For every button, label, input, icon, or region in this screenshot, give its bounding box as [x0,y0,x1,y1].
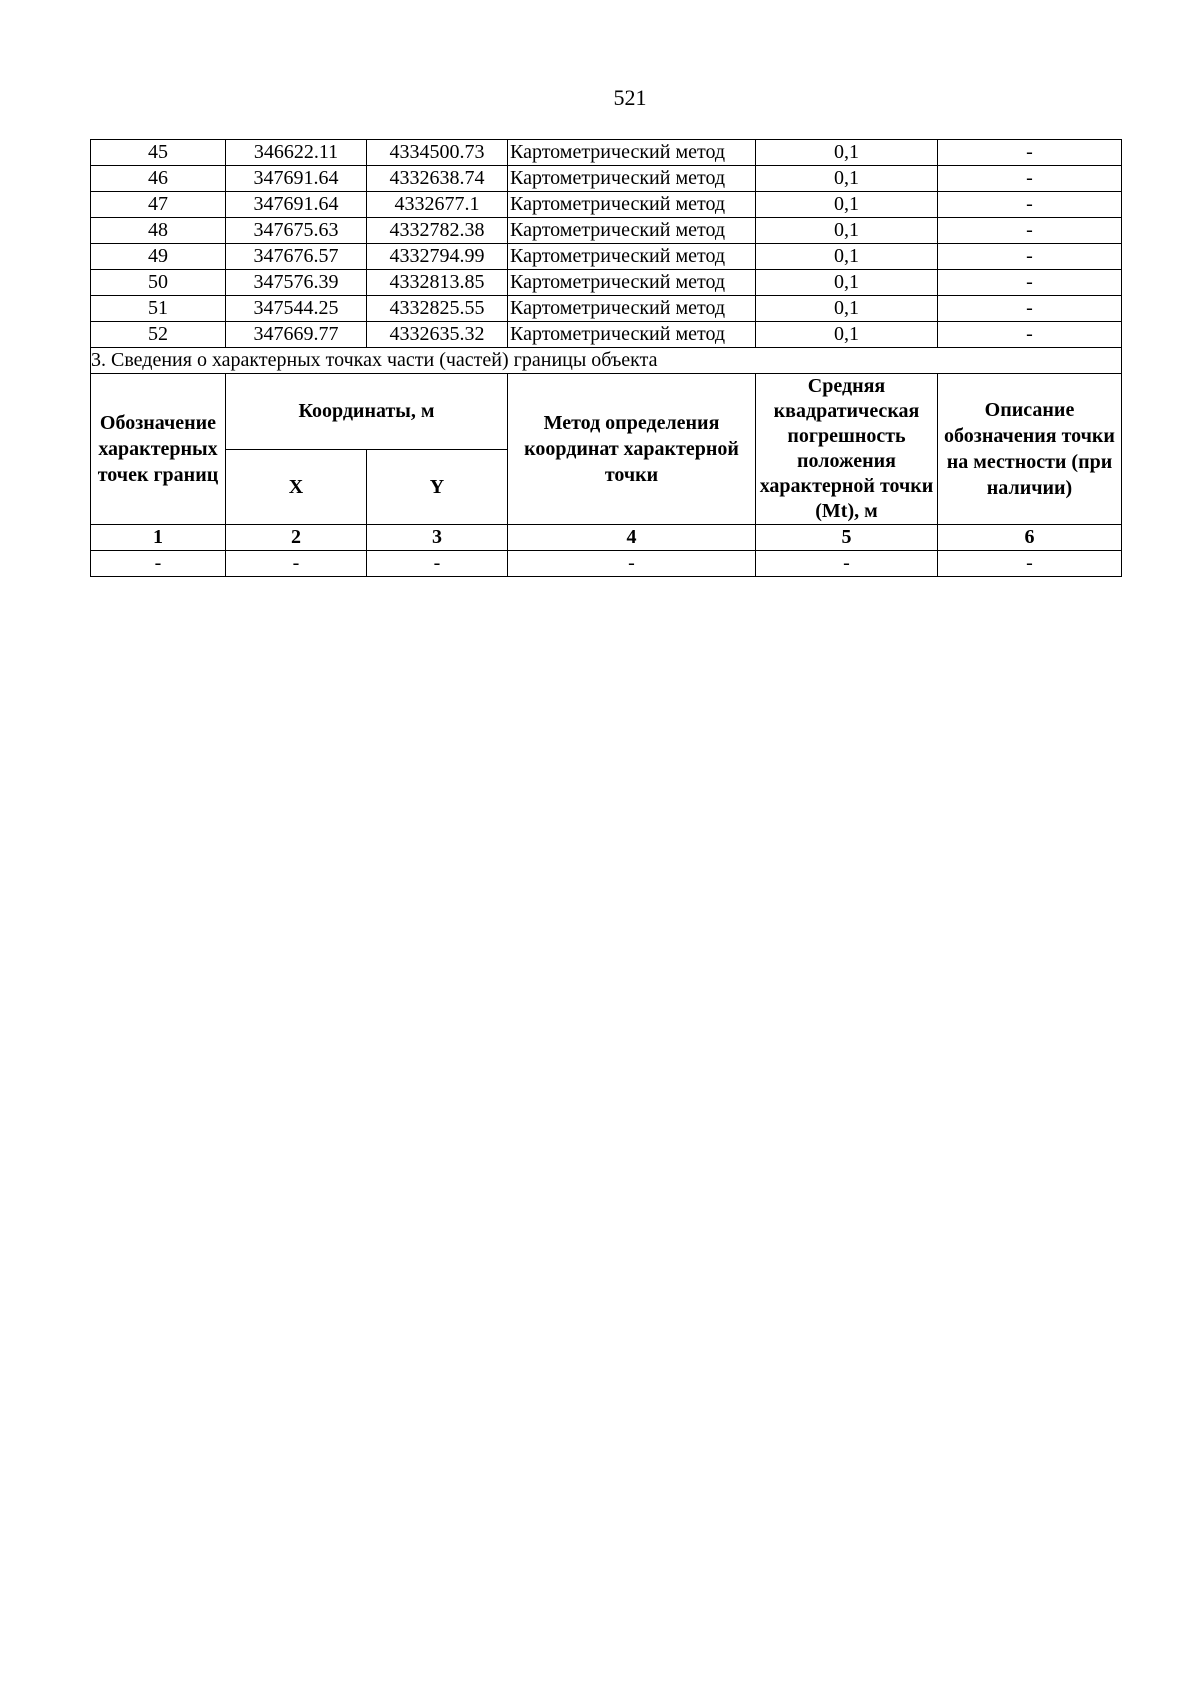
column-number-row [91,525,1122,551]
description-cell: - [938,192,1122,218]
column-number: 1 [91,525,226,551]
method-cell: Картометрический метод [508,270,756,296]
y-coordinate-cell: 4332677.1 [367,192,508,218]
description-cell: - [938,270,1122,296]
header-method: Метод определения координат характерной точки [508,374,756,525]
method-cell: Картометрический метод [508,140,756,166]
y-coordinate-cell: 4332635.32 [367,322,508,348]
points-table-body [91,140,1122,348]
point-number-cell: 48 [91,218,226,244]
section3-header-row-1 [91,374,1122,450]
table-row [91,270,1122,296]
empty-cell: - [508,551,756,577]
empty-cell: - [226,551,367,577]
header-description: Описание обозначения точки на местности (при наличии) [938,374,1122,525]
x-coordinate-cell: 347676.57 [226,244,367,270]
method-cell: Картометрический метод [508,192,756,218]
point-number-cell: 52 [91,322,226,348]
x-coordinate-cell: 347691.64 [226,166,367,192]
method-cell: Картометрический метод [508,296,756,322]
description-cell: - [938,244,1122,270]
x-coordinate-cell: 347691.64 [226,192,367,218]
column-number: 4 [508,525,756,551]
table-row [91,218,1122,244]
table-row [91,322,1122,348]
table-row [91,192,1122,218]
header-y: Y [367,449,508,525]
y-coordinate-cell: 4332638.74 [367,166,508,192]
section3-body [91,348,1122,577]
point-number-cell: 51 [91,296,226,322]
boundary-points-table [90,139,1122,577]
method-cell: Картометрический метод [508,322,756,348]
method-cell: Картометрический метод [508,166,756,192]
error-cell: 0,1 [756,166,938,192]
y-coordinate-cell: 4332782.38 [367,218,508,244]
header-coordinates: Координаты, м [226,374,508,450]
table-row [91,296,1122,322]
error-cell: 0,1 [756,140,938,166]
section3-empty-row [91,551,1122,577]
point-number-cell: 49 [91,244,226,270]
empty-cell: - [938,551,1122,577]
y-coordinate-cell: 4332813.85 [367,270,508,296]
point-number-cell: 45 [91,140,226,166]
empty-cell: - [756,551,938,577]
table-row [91,244,1122,270]
x-coordinate-cell: 346622.11 [226,140,367,166]
header-designation: Обозначение характерных точек границ [91,374,226,525]
point-number-cell: 47 [91,192,226,218]
description-cell: - [938,166,1122,192]
x-coordinate-cell: 347544.25 [226,296,367,322]
x-coordinate-cell: 347669.77 [226,322,367,348]
column-number: 6 [938,525,1122,551]
error-cell: 0,1 [756,270,938,296]
column-number: 3 [367,525,508,551]
header-x: X [226,449,367,525]
error-cell: 0,1 [756,322,938,348]
empty-cell: - [91,551,226,577]
page-number: 521 [613,85,647,110]
description-cell: - [938,140,1122,166]
description-cell: - [938,322,1122,348]
table-row [91,166,1122,192]
table-row [91,140,1122,166]
y-coordinate-cell: 4332825.55 [367,296,508,322]
description-cell: - [938,218,1122,244]
method-cell: Картометрический метод [508,244,756,270]
section3-title: 3. Сведения о характерных точках части (частей) границы объекта [91,348,1122,374]
column-number: 5 [756,525,938,551]
y-coordinate-cell: 4334500.73 [367,140,508,166]
empty-cell: - [367,551,508,577]
x-coordinate-cell: 347576.39 [226,270,367,296]
point-number-cell: 46 [91,166,226,192]
point-number-cell: 50 [91,270,226,296]
x-coordinate-cell: 347675.63 [226,218,367,244]
error-cell: 0,1 [756,296,938,322]
section3-title-row [91,348,1122,374]
error-cell: 0,1 [756,244,938,270]
method-cell: Картометрический метод [508,218,756,244]
description-cell: - [938,296,1122,322]
error-cell: 0,1 [756,192,938,218]
y-coordinate-cell: 4332794.99 [367,244,508,270]
column-number: 2 [226,525,367,551]
error-cell: 0,1 [756,218,938,244]
header-error: Средняя квадратическая погрешность положения характерной точки (Mt), м [756,374,938,525]
